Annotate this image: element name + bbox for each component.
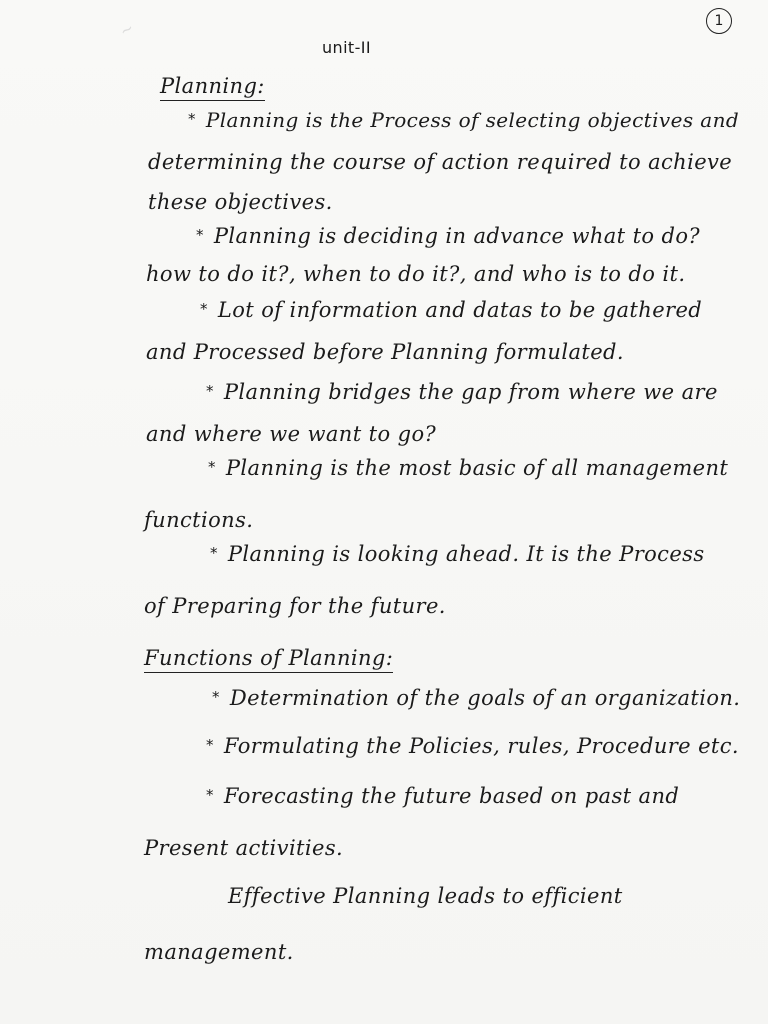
planning-line-1 (188, 110, 739, 130)
page-number: 1 (706, 8, 732, 34)
planning-line-13 (144, 596, 446, 617)
bullet-icon: * (200, 300, 208, 318)
line-text: Planning bridges the gap from where we are (223, 380, 718, 404)
line-text: these objectives. (148, 190, 333, 214)
bullet-icon: * (188, 110, 196, 128)
conclusion-line-1 (228, 886, 623, 907)
function-line-3 (206, 786, 679, 807)
line-text: management. (144, 940, 294, 964)
planning-line-6 (200, 300, 702, 321)
line-text: Formulating the Policies, rules, Procedure etc. (223, 734, 739, 758)
line-text: Effective Planning leads to efficient (228, 884, 623, 908)
section-heading-functions (144, 648, 393, 669)
function-line-4 (144, 838, 343, 859)
line-text: Planning is deciding in advance what to do? (213, 224, 701, 248)
planning-line-9 (146, 424, 436, 445)
line-text: and Processed before Planning formulated. (146, 340, 624, 364)
bullet-icon: * (206, 736, 214, 754)
planning-line-7 (146, 342, 624, 363)
bullet-icon: * (196, 226, 204, 244)
planning-line-3 (148, 192, 333, 213)
planning-line-5 (146, 264, 685, 285)
planning-line-4 (196, 226, 700, 247)
section-heading-planning (160, 76, 265, 97)
line-text: Determination of the goals of an organization. (229, 686, 741, 710)
planning-line-12 (210, 544, 705, 565)
bullet-icon: * (206, 786, 214, 804)
bleed-through-mark: ~ (116, 17, 138, 42)
bullet-icon: * (210, 544, 218, 562)
line-text: Planning is the most basic of all management (225, 456, 729, 480)
planning-line-2 (148, 152, 732, 173)
line-text: functions. (144, 508, 254, 532)
function-line-2 (206, 736, 739, 757)
line-text: and where we want to go? (146, 422, 437, 446)
line-text: of Preparing for the future. (144, 594, 446, 618)
bullet-icon: * (206, 382, 214, 400)
planning-line-8 (206, 382, 718, 403)
line-text: how to do it?, when to do it?, and who is to do it. (146, 262, 686, 286)
planning-line-10 (208, 458, 728, 479)
line-text: Planning is the Process of selecting objectives and (205, 108, 740, 132)
line-text: Lot of information and datas to be gathered (217, 298, 703, 322)
bullet-icon: * (208, 458, 216, 476)
function-line-1 (212, 688, 740, 709)
line-text: Planning is looking ahead. It is the Process (227, 542, 705, 566)
unit-title: unit-II (322, 38, 372, 57)
bullet-icon: * (212, 688, 220, 706)
planning-heading-text: Planning: (160, 74, 265, 101)
line-text: determining the course of action required to achieve (148, 150, 733, 174)
functions-heading-text: Functions of Planning: (144, 646, 393, 673)
line-text: Present activities. (144, 836, 344, 860)
line-text: Forecasting the future based on past and (223, 784, 680, 808)
planning-line-11 (144, 510, 253, 531)
conclusion-line-2 (144, 942, 294, 963)
